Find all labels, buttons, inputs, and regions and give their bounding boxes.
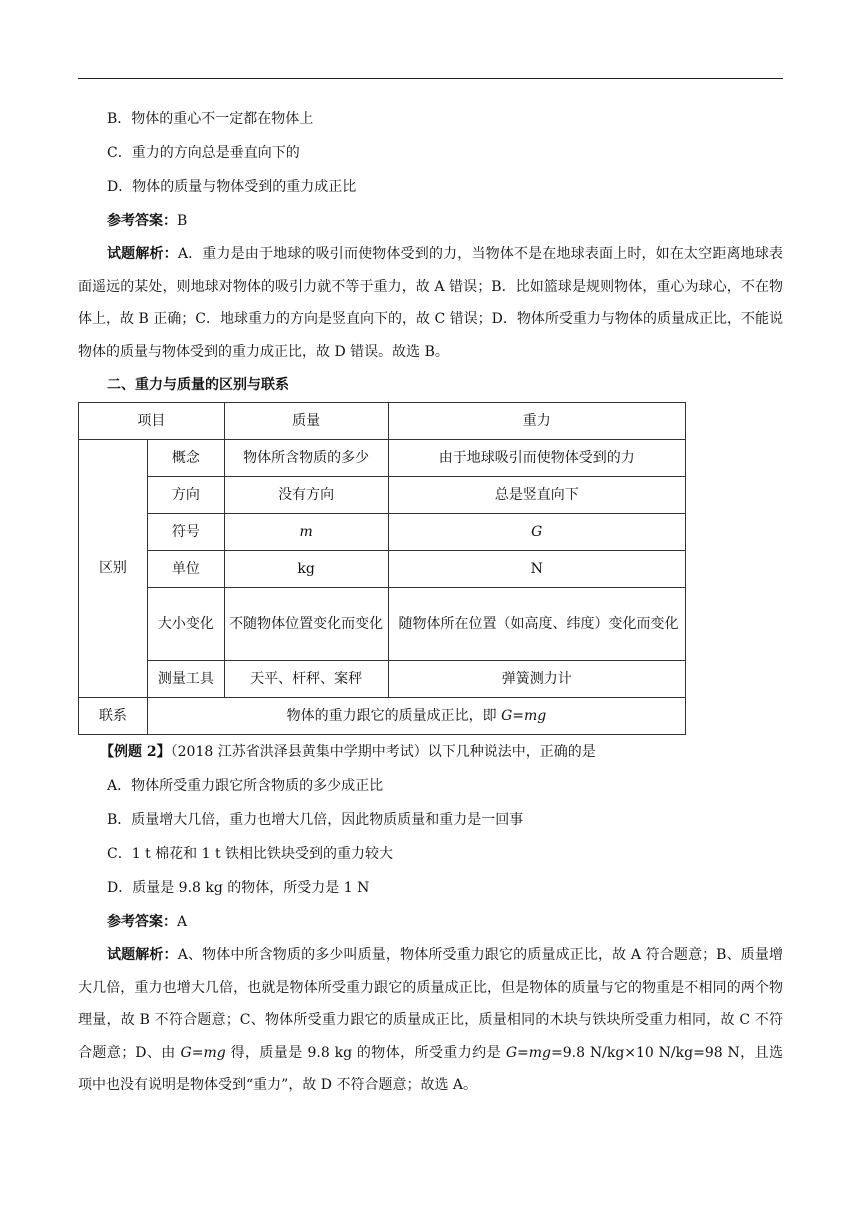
q2-analysis <box>78 939 783 1102</box>
row-gravity: 由于地球吸引而使物体受到的力 <box>388 440 686 477</box>
table-relation-row <box>79 698 686 735</box>
table-row <box>79 514 686 551</box>
example2-label: 【例题 2】 <box>100 744 171 760</box>
row-gravity <box>388 514 686 551</box>
q2-formula-1: G=mg <box>180 1044 226 1061</box>
row-name: 大小变化 <box>147 588 224 661</box>
q1-option-b: B．物体的重心不一定都在物体上 <box>107 111 314 127</box>
row-gravity: 随物体所在位置（如高度、纬度）变化而变化 <box>388 588 686 661</box>
q2-formula-2: G=mg <box>505 1044 552 1061</box>
symbol-g: G <box>531 523 543 540</box>
row-name: 概念 <box>147 440 224 477</box>
q2-analysis-label: 试题解析： <box>107 947 178 963</box>
header-rule <box>78 78 783 79</box>
q2-option-b: B．质量增大几倍，重力也增大几倍，因此物质质量和重力是一回事 <box>107 812 524 828</box>
q1-option-c: C．重力的方向总是垂直向下的 <box>107 145 300 161</box>
header-mass: 质量 <box>224 403 388 440</box>
example2-question: 以下几种说法中，正确的是 <box>427 744 596 760</box>
section-title: 二、重力与质量的区别与联系 <box>107 377 289 393</box>
diff-label: 区别 <box>79 440 148 698</box>
table-row <box>79 551 686 588</box>
q1-analysis-text: A．重力是由于地球的吸引而使物体受到的力，当物体不是在地球表面上时，如在太空距离地球表面遥远的某处，则地球对物体的吸引力就不等于重力，故 A 错误；B．比如篮球是规则物体，重心为球心，不在物体上，故 B 正确；C．地球重力的方向是竖直向下的，故 C 错误；D．物体所受重力与物体的质量成正比，不能说物体的质量与物体受到的重力成正比，故 D 错误。故选 B。 <box>78 246 784 360</box>
q2-option-d: D．质量是 9.8 kg 的物体，所受力是 1 N <box>107 880 370 896</box>
q2-option-a: A．物体所受重力跟它所含物质的多少成正比 <box>107 778 384 794</box>
relation-formula: G=mg <box>501 707 547 724</box>
relation-text: 物体的重力跟它的质量成正比，即 <box>286 707 502 724</box>
table-row <box>79 588 686 661</box>
mass-gravity-table <box>78 402 686 735</box>
header-item: 项目 <box>79 403 225 440</box>
row-name: 测量工具 <box>147 661 224 698</box>
row-mass: 天平、杆秤、案秤 <box>224 661 388 698</box>
table-row <box>79 440 686 477</box>
q1-answer-label: 参考答案： <box>107 213 177 229</box>
relation-label: 联系 <box>79 698 148 735</box>
table-header-row <box>79 403 686 440</box>
q2-analysis-part2: 得，质量是 9.8 kg 的物体，所受重力约是 <box>225 1044 506 1061</box>
header-gravity: 重力 <box>388 403 686 440</box>
q2-analysis-part1: A、物体中所含物质的多少叫质量，物体所受重力跟它的质量成正比，故 A 符合题意；B、质量增大几倍，重力也增大几倍，也就是物体所受重力跟它的质量成正比，但是物体的质量与它的物重是不相同的两个物理量，故 B 不符合题意；C、物体所受重力跟它的质量成正比，质量相同的木块与铁块所受重力相同，故 C 不符合题意；D、由 <box>78 947 783 1061</box>
row-mass: kg <box>224 551 388 588</box>
row-gravity: 弹簧测力计 <box>388 661 686 698</box>
q2-answer <box>78 905 783 939</box>
row-name: 符号 <box>147 514 224 551</box>
row-gravity: 总是竖直向下 <box>388 477 686 514</box>
q1-option-d: D．物体的质量与物体受到的重力成正比 <box>107 179 357 195</box>
table-row <box>79 477 686 514</box>
symbol-m: m <box>299 523 313 540</box>
example2-source: （2018 江苏省洪泽县黄集中学期中考试） <box>170 744 428 760</box>
q2-answer-value: A <box>177 914 188 930</box>
row-mass: 不随物体位置变化而变化 <box>224 588 388 661</box>
row-name: 方向 <box>147 477 224 514</box>
row-mass: 没有方向 <box>224 477 388 514</box>
q2-analysis-part3: =9.8 N/kg×10 N/kg=98 N，且选项中也没有说明是物体受到“重力”，故 D 不符合题意；故选 A。 <box>78 1044 783 1093</box>
q2-answer-label: 参考答案： <box>107 914 177 930</box>
q1-answer <box>78 204 783 238</box>
q1-analysis-label: 试题解析： <box>107 246 178 262</box>
document-body <box>78 102 783 1102</box>
example2-heading <box>78 735 783 769</box>
table-row <box>79 661 686 698</box>
row-mass <box>224 514 388 551</box>
row-name: 单位 <box>147 551 224 588</box>
q1-answer-value: B <box>177 213 188 229</box>
relation-cell <box>147 698 685 735</box>
row-gravity: N <box>388 551 686 588</box>
q2-option-c: C．1 t 棉花和 1 t 铁相比铁块受到的重力较大 <box>107 846 394 862</box>
q1-analysis <box>78 238 783 368</box>
row-mass: 物体所含物质的多少 <box>224 440 388 477</box>
